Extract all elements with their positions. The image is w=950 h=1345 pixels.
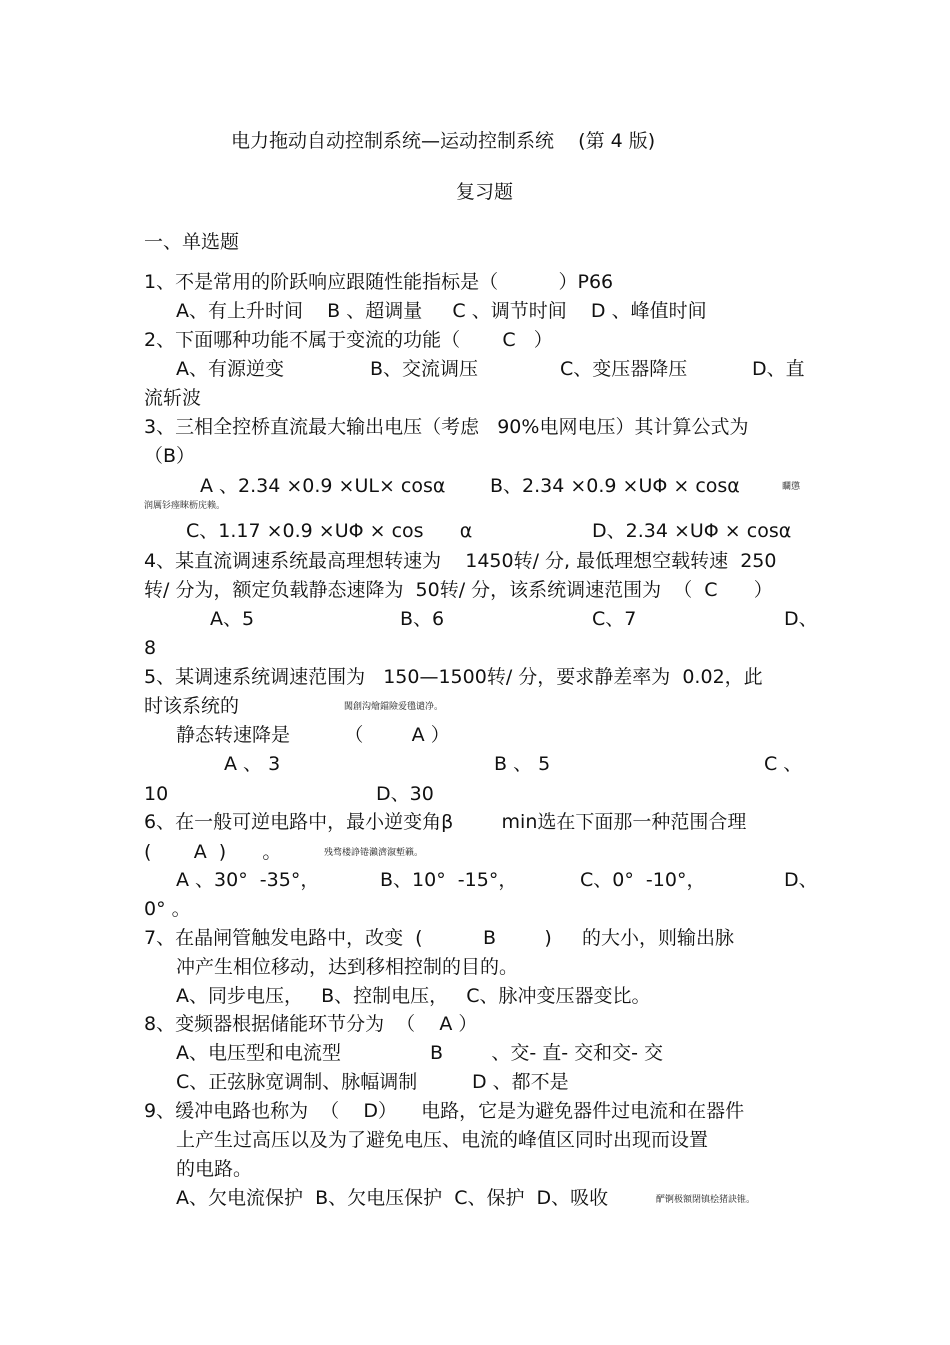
question-6-option-b: B、10° -15°，	[380, 869, 518, 891]
question-6-option-c: C、0° -10°，	[580, 869, 706, 891]
question-9-stem-line1: 9、缓冲电路也称为 （ D） 电路，它是为避免器件过电流和在器件	[144, 1100, 745, 1122]
question-9-stem-line2: 上产生过高压以及为了避免电压、电流的峰值区同时出现而设置	[176, 1129, 709, 1151]
question-2-stem: 2、下面哪种功能不属于变流的功能（ C ）	[144, 329, 553, 351]
question-7-stem-line2: 冲产生相位移动，达到移相控制的目的。	[176, 956, 519, 978]
question-5-stem-line1: 5、某调速系统调速范围为 150—1500转/ 分，要求静差率为 0.02，此	[144, 666, 763, 688]
document-subtitle: 复习题	[456, 181, 514, 203]
question-3-option-d: D、2.34 ×UΦ × cosα	[592, 520, 792, 542]
question-4-option-a: A、5	[210, 608, 255, 630]
question-6-stem-line1: 6、在一般可逆电路中，最小逆变角β min选在下面那一种范围合理	[144, 811, 747, 833]
question-2-option-b: B、交流调压	[370, 358, 479, 380]
question-7-stem-line1: 7、在晶闸管触发电路中，改变 ( B ) 的大小，则输出脉	[144, 927, 734, 949]
section-heading: 一、单选题	[144, 231, 240, 253]
document-title: 电力拖动自动控制系统—运动控制系统 (第 4 版)	[231, 130, 656, 152]
question-2-option-a: A、有源逆变	[176, 358, 284, 380]
question-8-option-d: D 、都不是	[472, 1071, 569, 1093]
question-4-continuation: 8	[144, 637, 157, 659]
question-1-stem: 1、不是常用的阶跃响应跟随性能指标是（ ）P66	[144, 271, 614, 293]
question-6-option-a: A 、30° -35°，	[176, 869, 320, 891]
question-8-option-a: A、电压型和电流型	[176, 1042, 341, 1064]
question-2-continuation: 流斩波	[144, 387, 202, 409]
question-3-stem-line1: 3、三相全控桥直流最大输出电压（考虑 90%电网电压）其计算公式为	[144, 416, 749, 438]
question-6-stem-line2: ( A ) 。	[144, 841, 282, 863]
garbled-text: 残骛楼諍锩瀨濟溆塹籟。	[324, 848, 424, 858]
question-5-option-c: C 、	[764, 753, 803, 775]
garbled-text: 润厲钐瘗睞枥庑赖。	[144, 501, 226, 511]
question-4-stem-line2: 转/ 分为，额定负载静态速降为 50转/ 分，该系统调速范围为 （ C ）	[144, 579, 773, 601]
garbled-text: 酽锕极額閉镇桧猪訣锥。	[656, 1195, 756, 1205]
question-9-options: A、欠电流保护 B、欠电压保护 C、保护 D、吸收	[176, 1187, 609, 1209]
question-3-option-b: B、2.34 ×0.9 ×UΦ × cosα	[490, 475, 740, 497]
question-8-option-c: C、正弦脉宽调制、脉幅调制	[176, 1071, 418, 1093]
question-8-option-b: B 、交- 直- 交和交- 交	[430, 1042, 664, 1064]
question-5-option-d: D、30	[376, 783, 434, 805]
question-7-options: A、同步电压， B、控制电压， C、脉冲变压器变比。	[176, 985, 651, 1007]
question-2-option-c: C、变压器降压	[560, 358, 688, 380]
question-3-stem-line2: （B）	[144, 445, 196, 467]
question-5-option-a: A 、 3	[224, 753, 281, 775]
question-3-option-c: C、1.17 ×0.9 ×UΦ × cos α	[186, 520, 473, 542]
question-4-option-b: B、6	[400, 608, 445, 630]
question-1-options: A、有上升时间 B 、超调量 C 、调节时间 D 、峰值时间	[176, 300, 707, 322]
garbled-text: 矙懲	[782, 482, 801, 492]
question-2-option-d: D、直	[752, 358, 805, 380]
question-6-option-d: D、	[784, 869, 818, 891]
question-5-option-c-value: 10	[144, 783, 169, 805]
question-6-continuation: 0° 。	[144, 898, 191, 920]
garbled-text: 闖創沟燴鐺險爱氇谴净。	[344, 702, 444, 712]
question-5-stem-line2: 时该系统的	[144, 695, 240, 717]
question-3-option-a: A 、2.34 ×0.9 ×UL× cosα	[200, 475, 446, 497]
question-8-stem: 8、变频器根据储能环节分为 （ A ）	[144, 1013, 478, 1035]
question-4-option-c: C、7	[592, 608, 637, 630]
question-9-stem-line3: 的电路。	[176, 1158, 253, 1180]
question-5-stem-line3: 静态转速降是 （ A ）	[176, 724, 450, 746]
question-4-option-d: D、	[784, 608, 818, 630]
question-4-stem-line1: 4、某直流调速系统最高理想转速为 1450转/ 分, 最低理想空载转速 250	[144, 550, 777, 572]
question-5-option-b: B 、 5	[494, 753, 551, 775]
